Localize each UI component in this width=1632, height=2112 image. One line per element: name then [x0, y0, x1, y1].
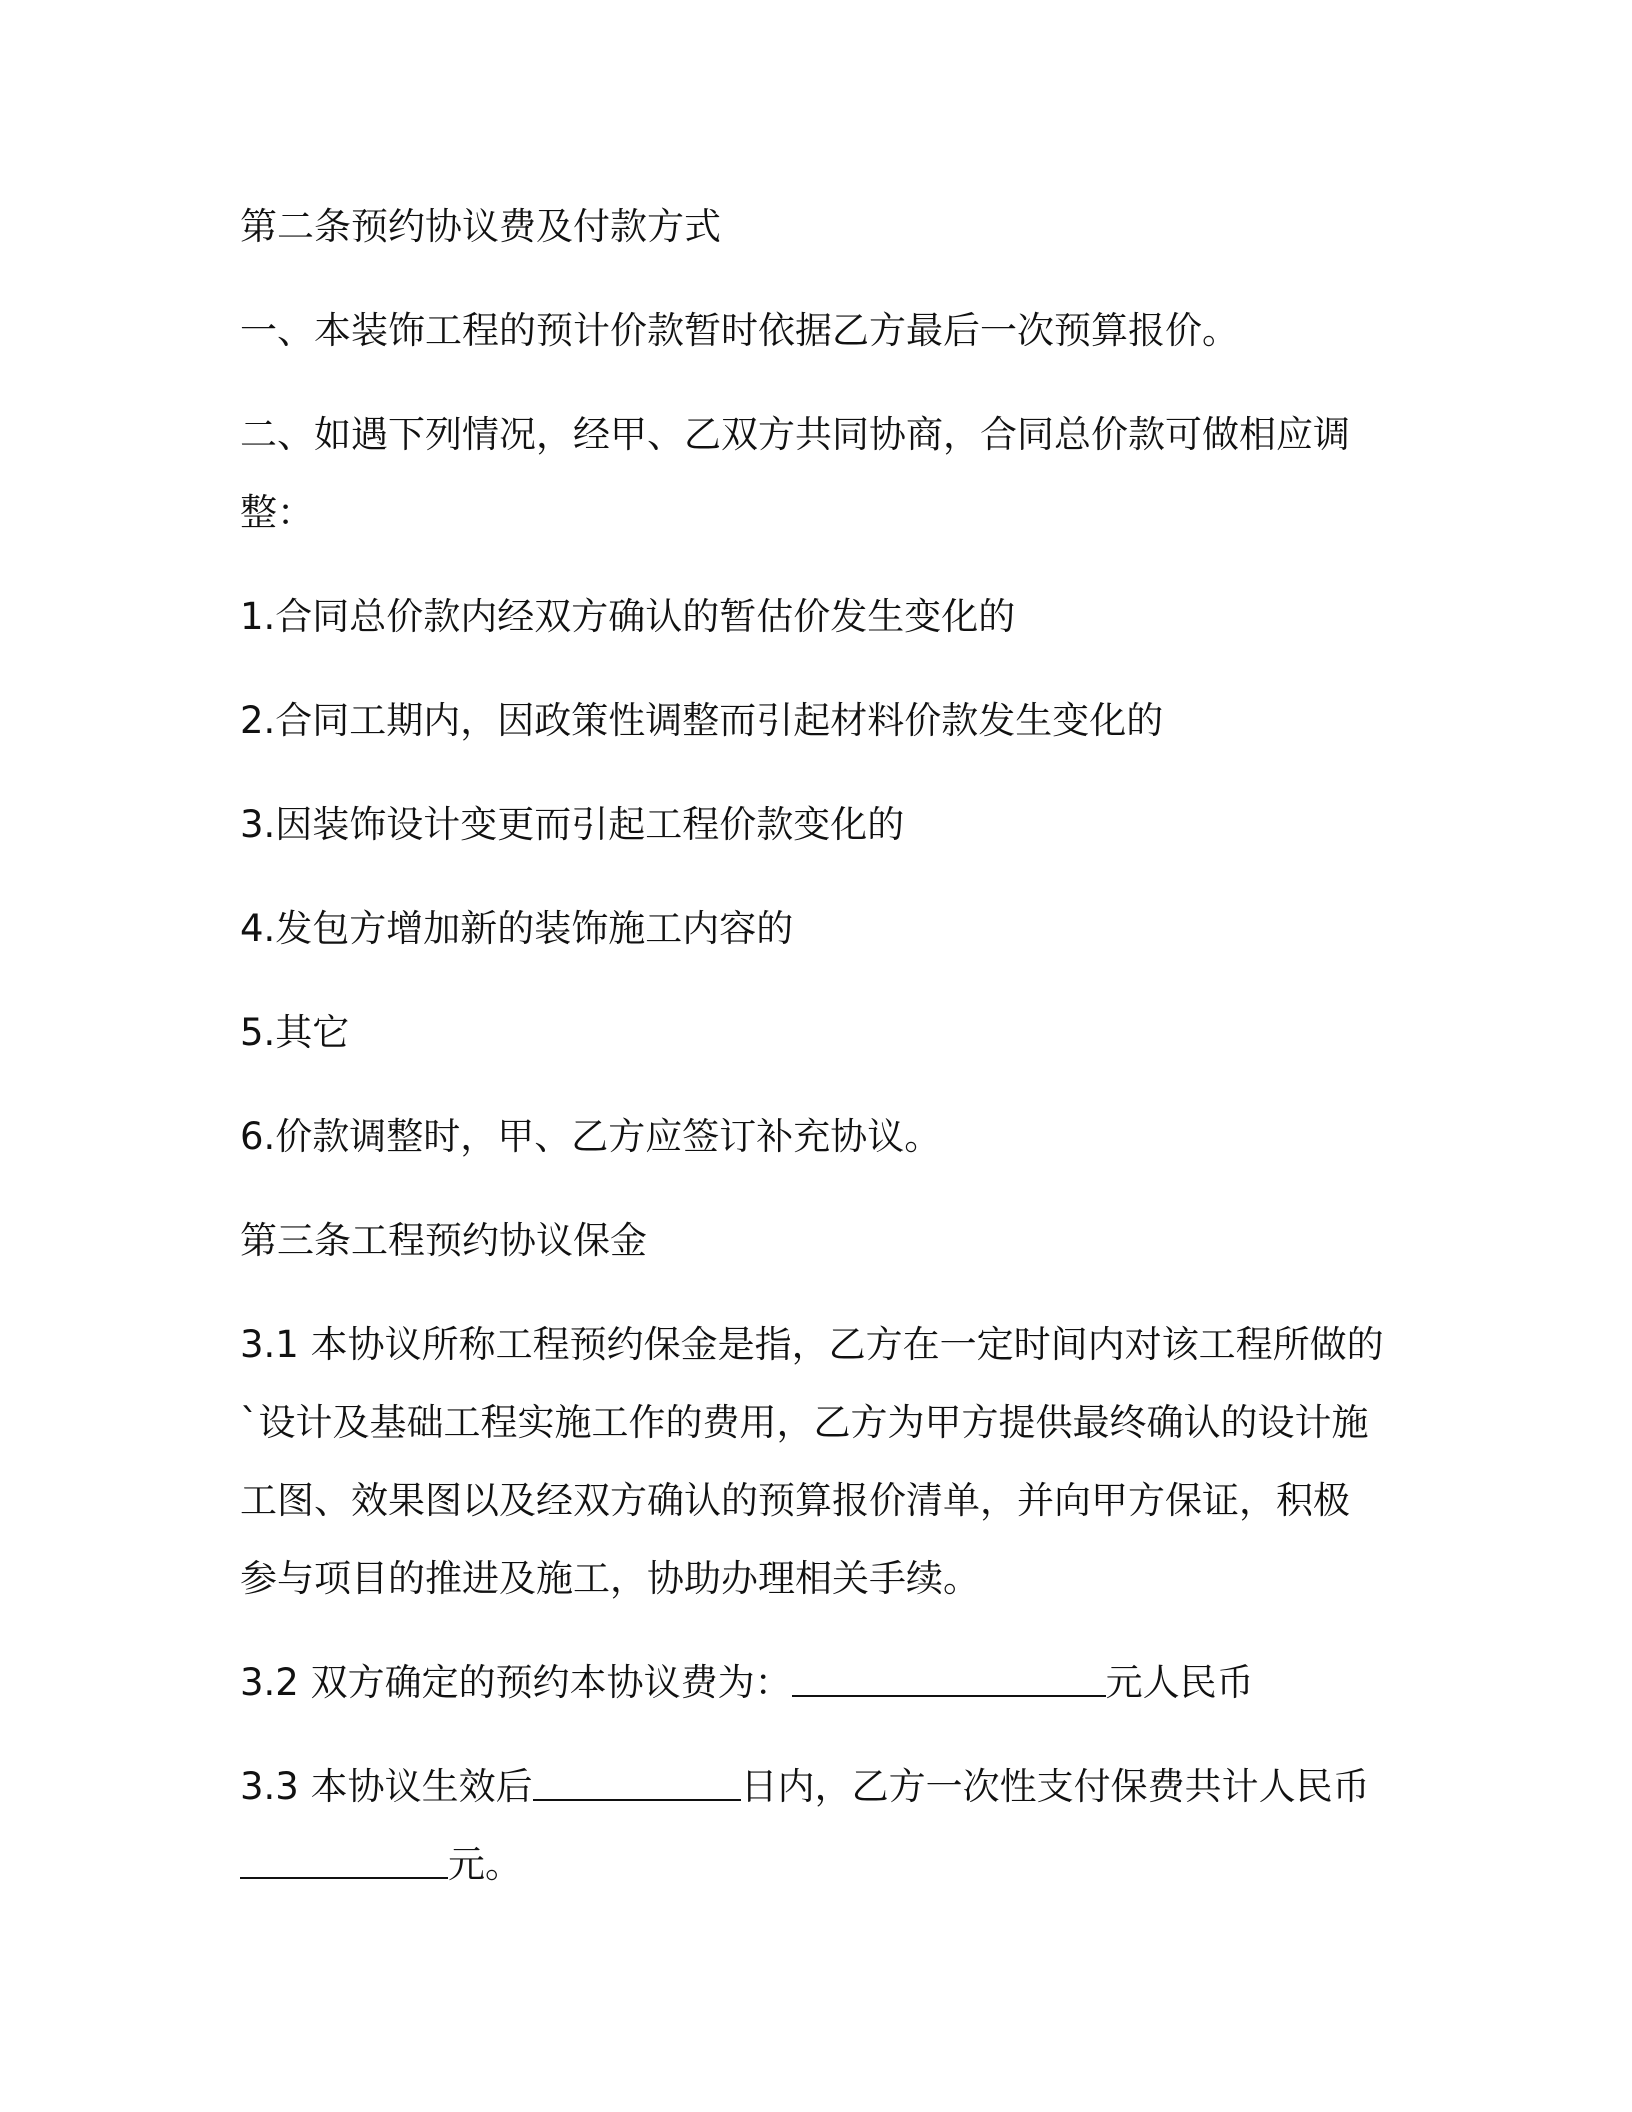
clause-3-3-currency: 元。: [448, 1843, 522, 1886]
fee-amount-blank: [792, 1665, 1106, 1697]
list-item-2: 2.合同工期内，因政策性调整而引起材料价款发生变化的: [240, 699, 1164, 742]
clause-3-3-text: 3.3 本协议生效后: [240, 1765, 533, 1808]
article-3-heading: 第三条工程预约协议保金: [240, 1219, 647, 1262]
clause-3-3-line-2: [240, 1826, 1400, 1904]
list-item-4: 4.发包方增加新的装饰施工内容的: [240, 907, 794, 950]
clause-3-1-line-2: `设计及基础工程实施工作的费用，乙方为甲方提供最终确认的设计施: [240, 1401, 1369, 1444]
clause-3-1-line-1: 3.1 本协议所称工程预约保金是指，乙方在一定时间内对该工程所做的: [240, 1323, 1384, 1366]
list-item-1: 1.合同总价款内经双方确认的暂估价发生变化的: [240, 595, 1016, 638]
document-body: [240, 188, 1400, 1904]
paragraph-2-line-2: 整：: [240, 491, 314, 534]
list-item-6: 6.价款调整时，甲、乙方应签订补充协议。: [240, 1115, 942, 1158]
list-item-3: 3.因装饰设计变更而引起工程价款变化的: [240, 803, 905, 846]
clause-3-1-line-4: 参与项目的推进及施工，协助办理相关手续。: [240, 1557, 980, 1600]
paragraph-1: 一、本装饰工程的预计价款暂时依据乙方最后一次预算报价。: [240, 309, 1239, 352]
clause-3-1-line-3: 工图、效果图以及经双方确认的预算报价清单，并向甲方保证，积极: [240, 1479, 1350, 1522]
article-2-heading: 第二条预约协议费及付款方式: [240, 205, 721, 248]
list-item-5: 5.其它: [240, 1011, 350, 1054]
days-blank: [533, 1769, 741, 1801]
clause-3-3-payment-text: 日内，乙方一次性支付保费共计人民币: [740, 1765, 1370, 1808]
paragraph-2-line-1: 二、如遇下列情况，经甲、乙双方共同协商，合同总价款可做相应调: [240, 413, 1350, 456]
clause-3-2-text: 3.2 双方确定的预约本协议费为：: [240, 1661, 792, 1704]
payment-amount-blank: [240, 1847, 448, 1879]
clause-3-3-line-1: [240, 1748, 1400, 1826]
clause-3-2: [240, 1644, 1400, 1722]
clause-3-2-currency: 元人民币: [1105, 1661, 1254, 1704]
